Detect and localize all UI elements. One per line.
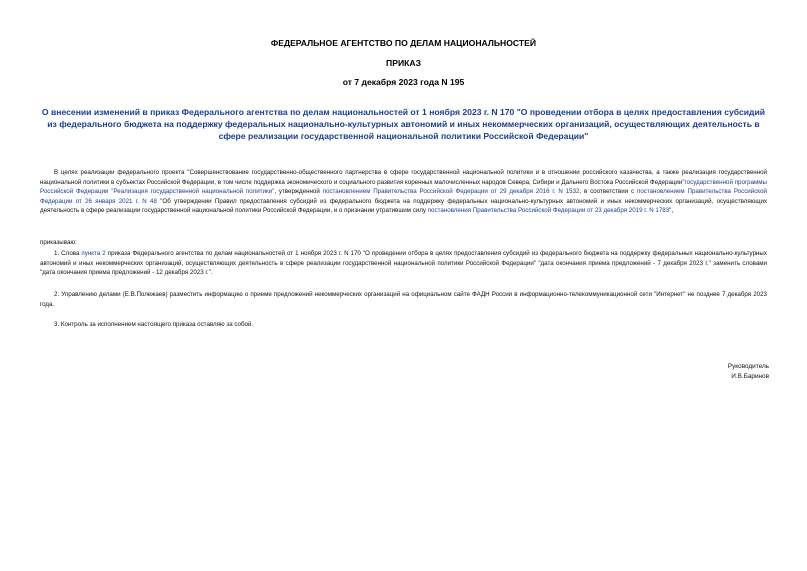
agency-name: ФЕДЕРАЛЬНОЕ АГЕНТСТВО ПО ДЕЛАМ НАЦИОНАЛЬНОСТЕЙ [270,38,537,48]
signature-block [728,362,769,382]
signature-name: И.В.Баринов [731,373,769,380]
preamble-text-2: , утвержденной [274,188,323,195]
title-link-order-170[interactable]: приказ Федерального агентства по делам национальностей от 1 ноября 2023 г. N 170 [150,107,515,117]
preamble-link-resolution-1532[interactable]: постановлением Правительства Российской Федерации от 29 декабря 2016 г. N 1532 [322,188,580,195]
title-prefix: О внесении изменений в [41,107,151,117]
preamble [40,168,767,216]
preamble-text-3: , в соответствии с [579,188,637,195]
preamble-text-4: "Об утверждении Правил предоставления субсидий из федерального бюджета на поддержку федеральных национально-культурных автономий и иных некоммерческих организаций, осуществляющих деятельность в сфере реализации государственной национальной политики Российской Федерации, и о признании утратившим силу [40,197,767,214]
item-1-text-2: приказа Федерального агентства по делам национальностей от 1 ноября 2023 г. N 170 "О проведении отбора в целях предоставления субсидий из федерального бюджета на поддержку федеральных национально-культурных автономий и иных некоммерческих организаций, осуществляющих деятельность в сфере реализации государственной национальной политики Российской Федерации" "дата окончания приема предложений - 7 декабря 2023 г." заменить словами "дата окончания приема предложений - 12 декабря 2023 г.". [40,250,767,276]
preamble-link-state-program[interactable]: государственной программы Российской Федерации "Реализация государственной национальной политики" [40,178,768,195]
item-1 [40,249,767,278]
preamble-link-resolution-1783[interactable]: постановления Правительства Российской Федерации от 23 декабря 2019 г. N 1783 [427,207,670,214]
signature-position: Руководитель [727,363,769,370]
preamble-link-resolution-48[interactable]: постановлением Правительства Российской Федерации от 26 января 2021 г. N 48 [40,188,767,205]
item-3: 3. Контроль за исполнением настоящего приказа оставляю за собой. [54,321,254,328]
preamble-text-1: В целях реализации федерального проекта "Совершенствование государственно-общественного партнерства в сфере государственной национальной политики и в отношении российского казачества, а также реализация государственной национальной политики в субъектах Российской Федерации, в том числе поддержка экономического и социального развития коренных малочисленных народов Севера, Сибири и Дальнего Востока Российской Федерации" [40,169,767,186]
document-date-number: от 7 декабря 2023 года N 195 [342,77,465,87]
item-1-text-1: 1. Слова [54,250,82,257]
title-suffix: "О проведении отбора в целях предоставления субсидий из федерального бюджета на поддержку федеральных национально-культурных автономий и иных некоммерческих организаций, осуществляющих деятельность в сфере реализации государственной национальной политики Российской Федерации" [47,107,766,141]
document-type: ПРИКАЗ [386,58,421,68]
order-word: приказываю: [40,239,77,246]
document-title [40,106,767,142]
preamble-text-5: ", [669,207,674,214]
item-1-link-point-2[interactable]: пункта 2 [81,250,106,257]
item-2: 2. Управлению делами (Е.В.Полежаев) разместить информацию о приеме предложений некоммерческих организаций на официальном сайте ФАДН России в информационно-телекоммуникационной сети "Интернет" не позднее 7 декабря 2023 года. [40,291,767,308]
